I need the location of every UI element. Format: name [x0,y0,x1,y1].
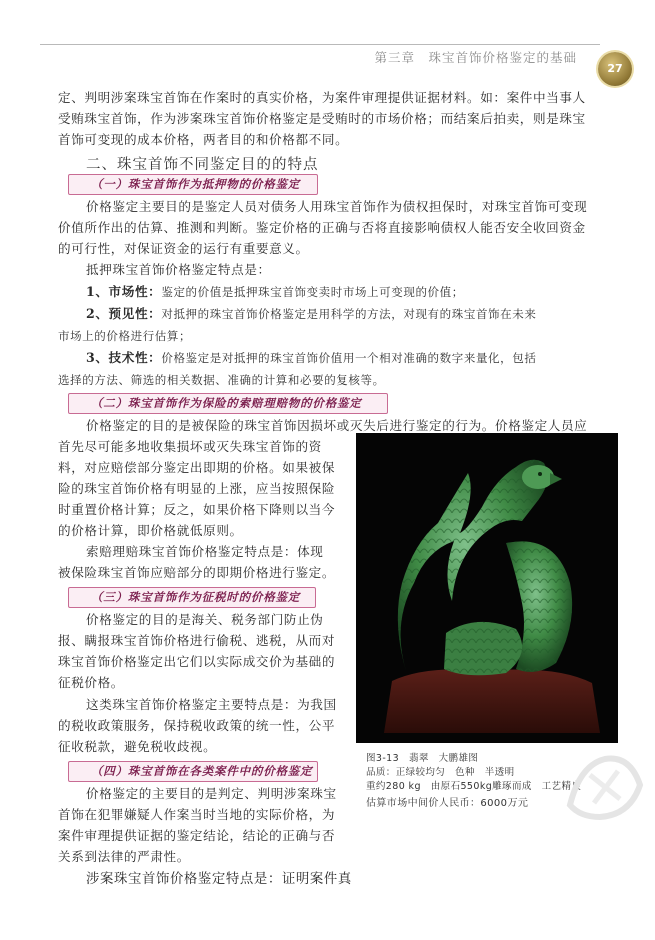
section-heading: 二、珠宝首饰不同鉴定目的的特点 [86,157,319,173]
jade-eagle-illustration [356,433,618,743]
watermark-logo [560,745,650,825]
point-text: 对抵押的珠宝首饰价格鉴定是用科学的方法，对现有的珠宝首饰在未来 [161,307,537,321]
subsection-heading-4: （四）珠宝首饰在各类案件中的价格鉴定 [68,761,318,782]
point-label: 3、技术性： [86,350,162,365]
paragraph-line: 抵押珠宝首饰价格鉴定特点是： [86,262,271,277]
intro-line: 受贿珠宝首饰，作为涉案珠宝首饰价格鉴定是受贿时的市场价格；而结案后拍卖，则是珠宝 [58,111,586,126]
paragraph-line: 索赔理赔珠宝首饰价格鉴定特点是：体现 [86,544,324,559]
chapter-title: 第三章 珠宝首饰价格鉴定的基础 [374,50,577,65]
point-label: 2、预见性： [86,306,162,321]
point-label: 1、市场性： [86,284,162,299]
paragraph-line: 这类珠宝首饰价格鉴定主要特点是：为我国 [86,697,337,712]
subsection-heading-1: （一）珠宝首饰作为抵押物的价格鉴定 [68,174,318,195]
feature-point-3 [86,348,536,369]
feature-point-2 [86,304,536,325]
paragraph-line: 的价格计算，即价格就低原则。 [58,523,243,538]
paragraph-line: 征收税款，避免税收歧视。 [58,739,217,754]
subsection-heading-3: （三）珠宝首饰作为征税时的价格鉴定 [68,587,316,608]
point-continuation: 选择的方法、筛选的相关数据、准确的计算和必要的复核等。 [58,373,385,387]
jade-eagle-photo [356,433,618,743]
paragraph-line: 案件审理提供证据的鉴定结论，结论的正确与否 [58,828,336,843]
paragraph-line: 报、瞒报珠宝首饰价格进行偷税、逃税，从而对 [58,633,336,648]
paragraph-line: 的可行性，对保证资金的运行有重要意义。 [58,241,309,256]
page-number: 27 [607,62,623,75]
paragraph-line: 价值所作出的估算、推测和判断。鉴定价格的正确与否将直接影响债权人能否安全收回资金 [58,220,586,235]
paragraph-line: 被保险珠宝首饰应赔部分的即期价格进行鉴定。 [58,565,336,580]
point-text: 价格鉴定是对抵押的珠宝首饰价值用一个相对准确的数字来量化，包括 [161,351,537,365]
paragraph-line: 价格鉴定的目的是被保险的珠宝首饰因损坏或灭失后进行鉴定的行为。价格鉴定人员应 [86,418,588,433]
paragraph-line: 的税收政策服务，保持税收政策的统一性，公平 [58,718,336,733]
paragraph-line: 料，对应赔偿部分鉴定出即期的价格。如果被保 [58,460,336,475]
watermark-emblem [560,745,650,825]
caption-line: 图3-13 翡翠 大鹏雄图 [366,753,479,764]
paragraph-line: 险的珠宝首饰价格有明显的上涨，应当按照保险 [58,481,336,496]
paragraph-line: 首饰在犯罪嫌疑人作案当时当地的实际价格，为 [58,807,336,822]
caption-line: 估算市场中间价人民币：6000万元 [366,798,529,809]
page-number-badge [598,52,632,86]
paragraph-line: 价格鉴定的目的是海关、税务部门防止伪 [86,612,324,627]
paragraph-line: 珠宝首饰价格鉴定出它们以实际成交价为基础的 [58,654,336,669]
feature-point-1 [86,282,464,303]
point-text: 鉴定的价值是抵押珠宝首饰变卖时市场上可变现的价值； [161,285,464,299]
caption-line: 品质：正绿较均匀 色种 半透明 [366,767,515,778]
paragraph-line: 征税价格。 [58,675,124,690]
caption-line: 重约280 kg 由原石550kg雕琢而成 工艺精良 [366,781,582,792]
paragraph-line: 关系到法律的严肃性。 [58,849,190,864]
intro-line: 定、判明涉案珠宝首饰在作案时的真实价格，为案件审理提供证据材料。如：案件中当事人 [58,90,586,105]
page-header [0,0,655,44]
paragraph-line: 价格鉴定主要目的是鉴定人员对债务人用珠宝首饰作为债权担保时，对珠宝首饰可变现 [86,199,588,214]
point-continuation: 市场上的价格进行估算； [58,329,192,343]
intro-line: 首饰可变现的成本价格，两者目的和价格都不同。 [58,132,349,147]
subsection-heading-2: （二）珠宝首饰作为保险的索赔理赔物的价格鉴定 [68,393,388,414]
paragraph-line: 首先尽可能多地收集损坏或灭失珠宝首饰的资 [58,439,322,454]
paragraph-line: 时重置价格计算；反之，如果价格下降则以当今 [58,502,336,517]
paragraph-line: 价格鉴定的主要目的是判定、判明涉案珠宝 [86,786,337,801]
header-rule [40,44,600,45]
wooden-base [384,669,600,733]
paragraph-line: 涉案珠宝首饰价格鉴定特点是：证明案件真 [86,872,352,887]
